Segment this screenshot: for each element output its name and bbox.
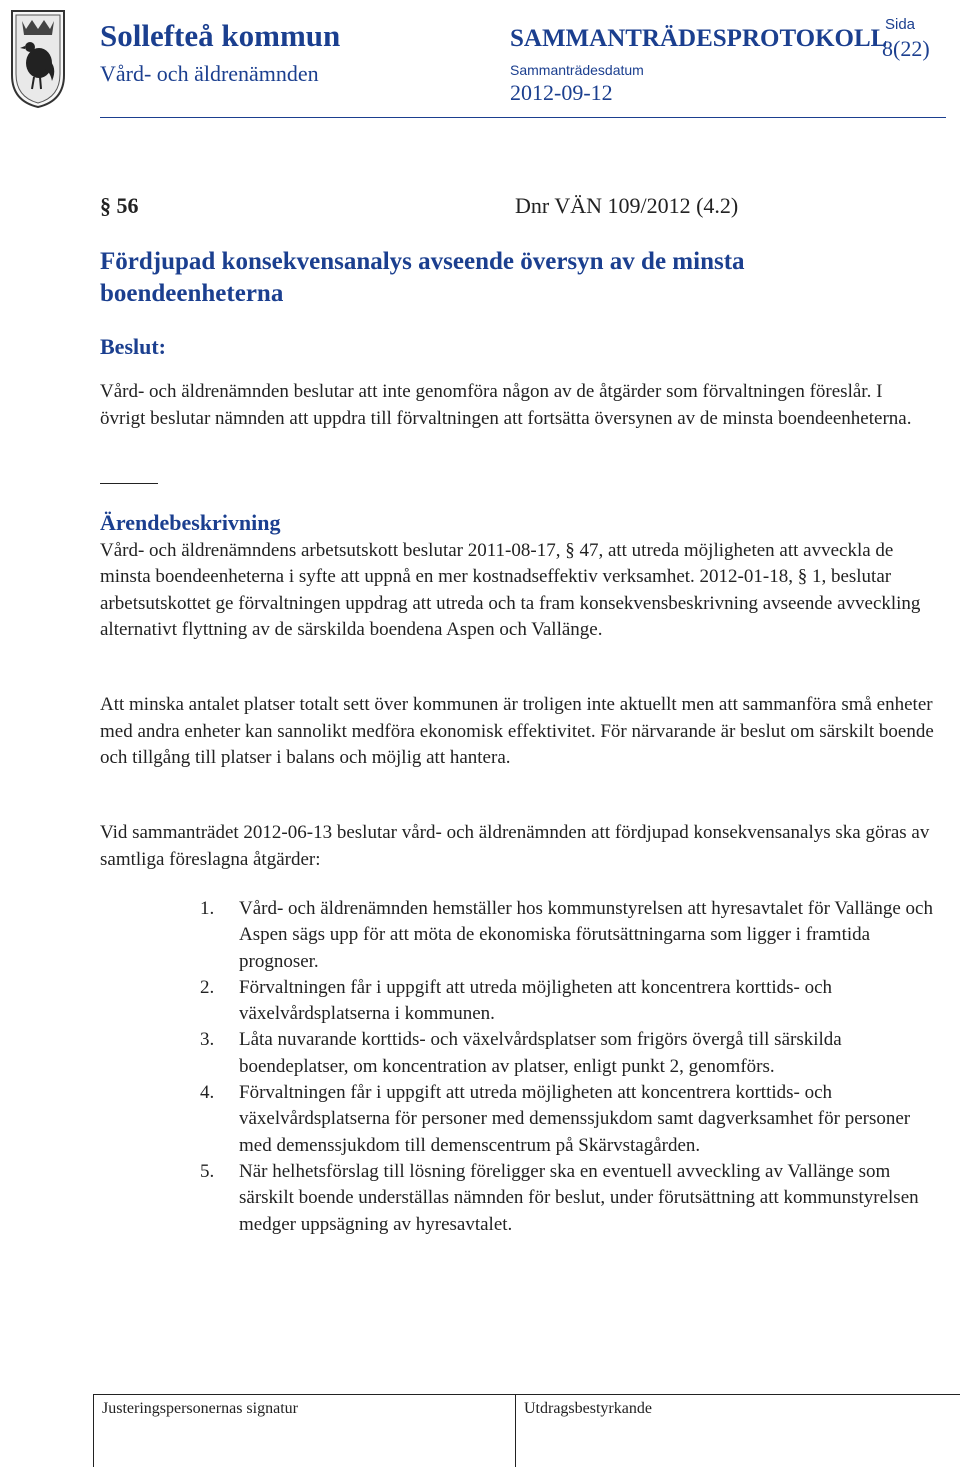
list-item (200, 975, 940, 1028)
signature-cell (94, 1395, 516, 1467)
list-item (200, 1027, 940, 1080)
coat-of-arms-icon (8, 5, 68, 109)
list-item-number: 4. (200, 1082, 215, 1104)
list-item-text: Förvaltningen får i uppgift att utreda möjligheten att koncentrera korttids- och växelvårdsplatserna i kommunen. (239, 976, 833, 1025)
organization-name: Sollefteå kommun (100, 18, 341, 53)
signature-label: Justeringspersonernas signatur (102, 1400, 298, 1417)
paragraph: Att minska antalet platser totalt sett över kommunen är troligen inte aktuellt men att sammanföra små enheter med andra enheter kan sannolikt medföra ekonomisk effektivitet. För närvarande är beslut om särskilt boende och tillgång till platser i balans och möjlig att hantera. (100, 694, 934, 769)
list-item (200, 1080, 940, 1159)
case-description-heading: Ärendebeskrivning (100, 510, 281, 535)
page-label: Sida (885, 16, 916, 33)
paragraph: Vid sammanträdet 2012-06-13 beslutar vård- och äldrenämnden att fördjupad konsekvensanalys ska göras av samtliga föreslagna åtgärder: (100, 822, 930, 870)
separator-line (100, 483, 158, 484)
document-type: SAMMANTRÄDESPROTOKOLL (510, 25, 888, 52)
list-item-text: Vård- och äldrenämnden hemställer hos kommunstyrelsen att hyresavtalet för Vallänge och Aspen sägs upp för att möta de ekonomiska förutsättningarna som ligger i framtida prognoser. (239, 898, 933, 972)
page-number: 8(22) (882, 36, 930, 61)
list-item-number: 1. (200, 898, 215, 919)
list-item-number: 3. (200, 1029, 215, 1051)
list-item-number: 5. (200, 1160, 215, 1182)
case-description-text: Vård- och äldrenämndens arbetsutskott beslutar 2011-08-17, § 47, att utreda möjligheten att avveckla de minsta boendeenheterna i syfte att uppnå en mer kostnadseffektiv verksamhet. 2012-01-18, § 1, beslutar arbetsutskottet ge förvaltningen uppdrag att utreda och ta fram konsekvensbeskrivning avseende avveckling alternativt flyttning av de särskilda boendena Aspen och Vallänge. (100, 540, 921, 641)
list-item (200, 896, 940, 975)
list-item-text: Förvaltningen får i uppgift att utreda möjligheten att koncentrera korttids- och växelvårdsplatserna för personer med demenssjukdom samt dagverksamhet för personer med demenssjukdom till demenscentrum på Skärvstagården. (239, 1082, 911, 1156)
department-name: Vård- och äldrenämnden (100, 61, 319, 86)
header-divider (100, 117, 946, 118)
meeting-date: 2012-09-12 (510, 80, 613, 105)
decision-text: Vård- och äldrenämnden beslutar att inte genomföra någon av de åtgärder som förvaltningen föreslår. I övrigt beslutar nämnden att uppdra till förvaltningen att fortsätta översynen av de minsta boendeenheterna. (100, 381, 912, 429)
extract-cell (516, 1395, 960, 1467)
list-item-text: Låta nuvarande korttids- och växelvårdsplatser som frigörs övergå till särskilda boendeplatser, om koncentration av platser, enligt punkt 2, genomförs. (239, 1029, 842, 1077)
decision-heading: Beslut: (100, 334, 166, 359)
section-number: § 56 (100, 193, 139, 218)
section-title: Fördjupad konsekvensanalys avseende översyn av de minsta boendeenheterna (100, 248, 745, 307)
list-item (200, 1159, 940, 1238)
measures-list (200, 896, 940, 1238)
list-item-text: När helhetsförslag till lösning föreligger ska en eventuell avveckling av Vallänge som särskilt boende underställas nämnden för beslut, under förutsättning att kommunstyrelsen medger uppsägning av hyresavtalet. (239, 1160, 919, 1235)
list-item-number: 2. (200, 976, 215, 998)
extract-label: Utdragsbestyrkande (524, 1400, 652, 1417)
case-number: Dnr VÄN 109/2012 (4.2) (515, 193, 739, 218)
date-label: Sammanträdesdatum (510, 62, 644, 78)
signature-footer (93, 1394, 960, 1467)
